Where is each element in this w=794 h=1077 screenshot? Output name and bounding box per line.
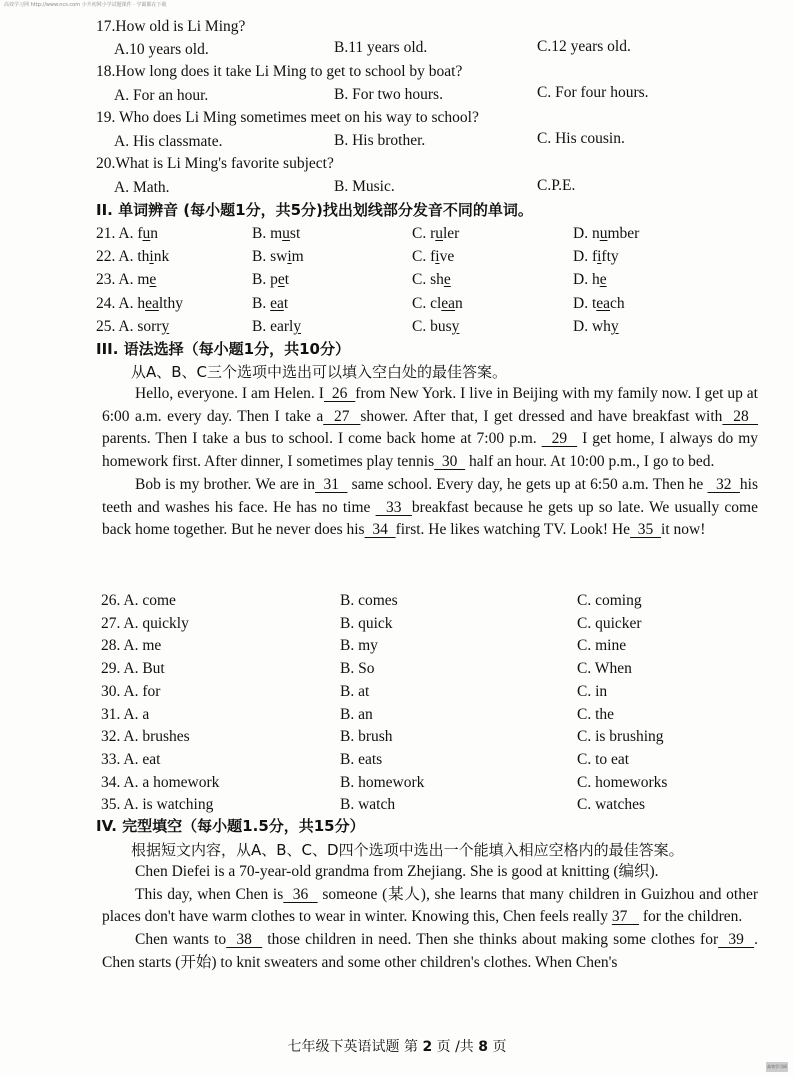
grammar-29-c: C. When (577, 660, 632, 678)
underlined-letters: ea (145, 294, 159, 312)
underlined-letters: e (443, 271, 451, 289)
option-18a: A. For an hour. (114, 87, 209, 104)
grammar-30-a: 30. A. for (101, 682, 161, 700)
grammar-28-c: C. mine (577, 637, 627, 655)
grammar-34-a: 34. A. a homework (101, 773, 220, 791)
phonics-21-a: 21. A. fun (96, 225, 158, 242)
grammar-31-b: B. an (340, 705, 373, 723)
option-19c: C. His cousin. (537, 130, 625, 147)
footer-total-pages: 8 (478, 1039, 489, 1055)
phonics-23-d: D. he (573, 271, 607, 289)
underlined-letters: e (149, 271, 157, 289)
option-20c: C.P.E. (537, 177, 576, 194)
grammar-28-b: B. my (340, 637, 378, 655)
passage-2-paragraph-1: Chen Diefei is a 70-year-old grandma from Zhejiang. She is good at knitting (编织). (135, 863, 659, 880)
passage-1-blank: 31 (315, 475, 348, 493)
option-17a: A.10 years old. (114, 41, 209, 58)
phonics-23-a: 23. A. me (96, 271, 157, 289)
underlined-letters: y (161, 317, 170, 335)
question-17: 17.How old is Li Ming? (96, 18, 246, 35)
page-footer (0, 1037, 794, 1057)
underlined-letters: i (435, 248, 440, 266)
passage-2-paragraph-3: Chen wants to 38 those children in need. Then she thinks about making some clothes for 39 . Chen starts (开始) to knit sweaters and some other children's clothes. When Chen's (102, 931, 758, 971)
passage-1 (102, 383, 758, 542)
grammar-29-b: B. So (340, 660, 375, 678)
passage-2-blank: 37 (611, 908, 639, 926)
underlined-letters: u (282, 225, 290, 242)
phonics-24-d: D. teach (573, 294, 625, 312)
grammar-35-b: B. watch (340, 796, 396, 814)
grammar-30-c: C. in (577, 682, 608, 700)
passage-1-paragraph-1: Hello, everyone. I am Helen. I 26 from New York. I live in Beijing with my family now. I get up at 6:00 a.m. every day. Then I take a 27 shower. After that, I get dressed and have breakfast with 28 parents. Then I take a bus to school. I come back home at 7:00 p.m. 29 I get home, I always do my homework first. After dinner, I sometimes play tennis 30 half an hour. At 10:00 p.m., I go to bed. (102, 385, 759, 471)
option-17c: C.12 years old. (537, 38, 631, 55)
passage-2 (102, 861, 758, 975)
passage-2-blank: 36 (283, 885, 318, 903)
grammar-33-b: B. eats (340, 750, 383, 768)
underlined-letters: u (435, 225, 443, 242)
grammar-32-c: C. is brushing (577, 728, 664, 746)
footer-page-number: 2 (422, 1039, 433, 1055)
phonics-22-a: 22. A. think (96, 248, 170, 266)
passage-1-blank: 32 (707, 475, 740, 493)
phonics-22-c: C. five (412, 248, 455, 266)
phonics-21-b: B. must (252, 225, 301, 242)
grammar-27-b: B. quick (340, 614, 393, 632)
passage-1-blank: 33 (375, 498, 412, 516)
grammar-28-a: 28. A. me (101, 637, 162, 655)
question-19: 19. Who does Li Ming sometimes meet on his way to school? (96, 109, 479, 126)
section-2-title: II. 单词辨音 (每小题1分，共5分)找出划线部分发音不同的单词。 (96, 201, 533, 219)
underlined-letters: y (293, 317, 302, 335)
footer-prefix: 七年级下英语试题 第 (287, 1039, 423, 1055)
phonics-24-b: B. eat (252, 294, 289, 312)
underlined-letters: e (599, 271, 607, 289)
phonics-21-c: C. ruler (412, 225, 460, 242)
phonics-24-a: 24. A. healthy (96, 294, 183, 312)
question-18: 18.How long does it take Li Ming to get to school by boat? (96, 63, 463, 80)
phonics-25-a: 25. A. sorry (96, 317, 170, 335)
passage-1-blank: 35 (630, 521, 662, 539)
underlined-letters: ea (596, 294, 611, 312)
phonics-25-c: C. busy (412, 317, 460, 335)
grammar-33-a: 33. A. eat (101, 750, 161, 768)
underlined-letters: i (597, 248, 602, 266)
underlined-letters: ea (441, 294, 456, 312)
question-20: 20.What is Li Ming's favorite subject? (96, 155, 334, 172)
corner-logo: 高效学习网 (766, 1062, 788, 1072)
grammar-32-a: 32. A. brushes (101, 728, 190, 746)
phonics-23-c: C. she (412, 271, 451, 289)
section-4-instruction: 根据短文内容，从A、B、C、D四个选项中选出一个能填入相应空格内的最佳答案。 (131, 841, 684, 859)
phonics-25-b: B. early (252, 317, 302, 335)
phonics-22-b: B. swim (252, 248, 304, 266)
phonics-21-d: D. number (573, 225, 640, 242)
passage-1-blank: 30 (434, 453, 466, 471)
underlined-letters: i (287, 248, 292, 266)
grammar-34-c: C. homeworks (577, 773, 668, 791)
section-3-instruction: 从A、B、C三个选项中选出可以填入空白处的最佳答案。 (131, 363, 508, 381)
underlined-letters: e (277, 271, 285, 289)
section-3-title: III. 语法选择（每小题1分，共10分） (96, 340, 350, 358)
grammar-33-c: C. to eat (577, 750, 630, 768)
grammar-26-a: 26. A. come (101, 592, 176, 609)
option-17b: B.11 years old. (334, 39, 428, 56)
grammar-34-b: B. homework (340, 773, 425, 791)
grammar-32-b: B. brush (340, 728, 393, 746)
underlined-letters: y (451, 317, 460, 335)
passage-2-blank: 38 (226, 931, 263, 949)
underlined-letters: u (142, 225, 151, 242)
passage-1-blank: 29 (541, 430, 578, 448)
option-19a: A. His classmate. (114, 133, 223, 150)
header-watermark: 高效学习网 http://www.ncs.com 小升初网小学试题课件 · 学霸都在下载 (4, 2, 167, 8)
grammar-35-a: 35. A. is watching (101, 796, 214, 814)
grammar-27-a: 27. A. quickly (101, 614, 189, 632)
passage-1-blank: 27 (323, 407, 361, 425)
underlined-letters: i (149, 248, 154, 266)
grammar-30-b: B. at (340, 682, 370, 700)
grammar-31-a: 31. A. a (101, 705, 150, 723)
phonics-24-c: C. clean (412, 294, 463, 312)
section-4-title: IV. 完型填空（每小题1.5分，共15分） (96, 817, 365, 835)
option-20a: A. Math. (114, 179, 170, 196)
passage-2-blank: 39 (718, 931, 755, 949)
grammar-27-c: C. quicker (577, 614, 642, 632)
grammar-31-c: C. the (577, 705, 615, 723)
passage-1-blank: 26 (323, 385, 356, 402)
phonics-22-d: D. fifty (573, 248, 619, 266)
grammar-29-a: 29. A. But (101, 660, 165, 678)
phonics-25-d: D. why (573, 317, 619, 335)
footer-middle: 页 /共 (432, 1039, 479, 1055)
passage-1-blank: 28 (722, 407, 759, 425)
grammar-26-b: B. comes (340, 592, 398, 609)
footer-suffix: 页 (488, 1039, 507, 1055)
option-18b: B. For two hours. (334, 86, 443, 103)
underlined-letters: u (599, 225, 608, 242)
underlined-letters: ea (270, 294, 284, 312)
underlined-letters: y (610, 317, 619, 335)
option-18c: C. For four hours. (537, 84, 649, 101)
passage-2-paragraph-2: This day, when Chen is 36 someone (某人), she learns that many children in Guizhou and other places don't have warm clothes to wear in winter. Knowing this, Chen feels really 37 for the children. (102, 885, 759, 926)
option-19b: B. His brother. (334, 132, 426, 149)
passage-1-blank: 34 (364, 521, 396, 539)
option-20b: B. Music. (334, 178, 395, 195)
grammar-35-c: C. watches (577, 796, 646, 814)
phonics-23-b: B. pet (252, 271, 290, 289)
grammar-26-c: C. coming (577, 592, 642, 609)
passage-1-paragraph-2: Bob is my brother. We are in 31 same school. Every day, he gets up at 6:50 a.m. Then he 32 his teeth and washes his face. He has no time 33 breakfast because he gets up so late. We usually come back home together. But he never does his 34 first. He likes watching TV. Look! He 35 it now! (102, 475, 758, 539)
